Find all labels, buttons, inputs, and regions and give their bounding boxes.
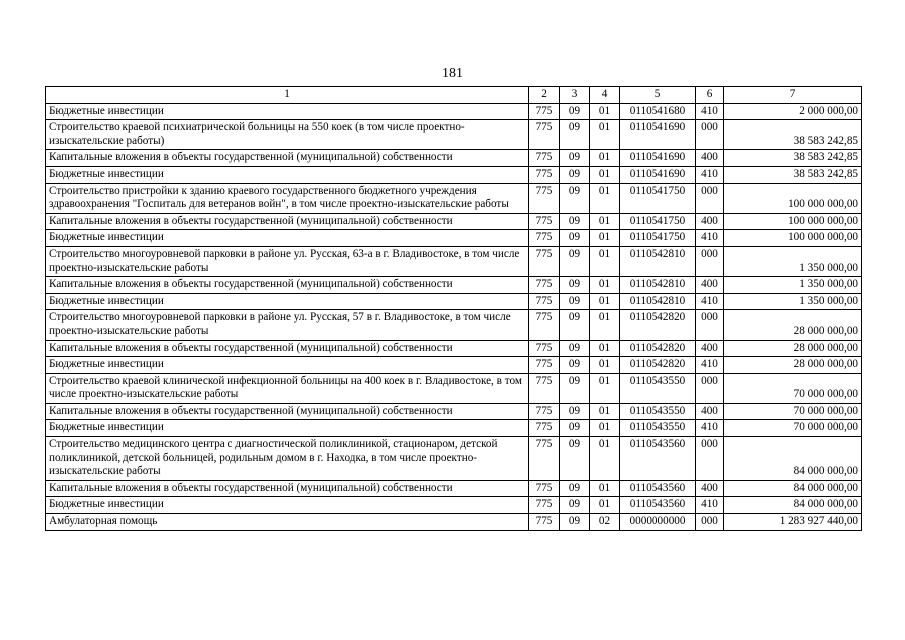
- row-expense-type-cell: 400: [696, 150, 724, 167]
- row-amount-cell: 38 583 242,85: [724, 150, 862, 167]
- table-row: [46, 373, 862, 403]
- row-amount-cell: 70 000 000,00: [724, 420, 862, 437]
- table-row: [46, 480, 862, 497]
- row-section-cell: 09: [560, 213, 590, 230]
- row-name-cell: Строительство краевой клинической инфекционной больницы на 400 коек в г. Владивостоке, в том числе проектно-изыскательские работы: [46, 373, 529, 403]
- row-subsection-cell: 01: [590, 166, 620, 183]
- row-subsection-cell: 01: [590, 310, 620, 340]
- row-section-cell: 09: [560, 480, 590, 497]
- row-amount-cell: 1 350 000,00: [724, 293, 862, 310]
- row-expense-type-cell: 400: [696, 277, 724, 294]
- table-row: [46, 183, 862, 213]
- budget-table: [45, 86, 862, 531]
- table-row: [46, 213, 862, 230]
- row-name-cell: Капитальные вложения в объекты государственной (муниципальной) собственности: [46, 403, 529, 420]
- row-expense-type-cell: 410: [696, 293, 724, 310]
- row-target-article-cell: 0110541690: [620, 150, 696, 167]
- row-amount-cell: 100 000 000,00: [724, 230, 862, 247]
- row-ministry-cell: 775: [529, 103, 560, 120]
- row-target-article-cell: 0110541690: [620, 120, 696, 150]
- table-row: [46, 403, 862, 420]
- row-expense-type-cell: 000: [696, 246, 724, 276]
- row-section-cell: 09: [560, 310, 590, 340]
- row-expense-type-cell: 000: [696, 514, 724, 531]
- row-target-article-cell: 0110543550: [620, 420, 696, 437]
- row-section-cell: 09: [560, 340, 590, 357]
- row-ministry-cell: 775: [529, 403, 560, 420]
- row-ministry-cell: 775: [529, 420, 560, 437]
- row-ministry-cell: 775: [529, 277, 560, 294]
- row-section-cell: 09: [560, 150, 590, 167]
- row-subsection-cell: 01: [590, 420, 620, 437]
- table-row: [46, 120, 862, 150]
- row-name-cell: Бюджетные инвестиции: [46, 420, 529, 437]
- row-expense-type-cell: 410: [696, 103, 724, 120]
- row-amount-cell: 28 000 000,00: [724, 310, 862, 340]
- row-name-cell: Капитальные вложения в объекты государственной (муниципальной) собственности: [46, 340, 529, 357]
- row-subsection-cell: 01: [590, 103, 620, 120]
- row-expense-type-cell: 000: [696, 373, 724, 403]
- row-section-cell: 09: [560, 277, 590, 294]
- table-row: [46, 230, 862, 247]
- row-amount-cell: 1 283 927 440,00: [724, 514, 862, 531]
- row-section-cell: 09: [560, 357, 590, 374]
- table-row: [46, 150, 862, 167]
- row-subsection-cell: 01: [590, 213, 620, 230]
- table-row: [46, 340, 862, 357]
- table-row: [46, 166, 862, 183]
- row-section-cell: 09: [560, 120, 590, 150]
- header-cell-amount: 7: [724, 87, 862, 104]
- row-target-article-cell: 0110541750: [620, 230, 696, 247]
- row-ministry-cell: 775: [529, 213, 560, 230]
- row-target-article-cell: 0110541680: [620, 103, 696, 120]
- row-amount-cell: 28 000 000,00: [724, 357, 862, 374]
- row-subsection-cell: 01: [590, 293, 620, 310]
- row-target-article-cell: 0110542820: [620, 310, 696, 340]
- row-amount-cell: 28 000 000,00: [724, 340, 862, 357]
- row-expense-type-cell: 400: [696, 213, 724, 230]
- row-subsection-cell: 01: [590, 373, 620, 403]
- row-section-cell: 09: [560, 183, 590, 213]
- row-expense-type-cell: 000: [696, 120, 724, 150]
- row-target-article-cell: 0110543560: [620, 437, 696, 481]
- row-name-cell: Бюджетные инвестиции: [46, 357, 529, 374]
- row-subsection-cell: 01: [590, 230, 620, 247]
- row-name-cell: Строительство пристройки к зданию краевого государственного бюджетного учреждения здравоохранения "Госпиталь для ветеранов войн", в том числе проектно-изыскательские работы: [46, 183, 529, 213]
- row-subsection-cell: 01: [590, 357, 620, 374]
- row-name-cell: Амбулаторная помощь: [46, 514, 529, 531]
- row-section-cell: 09: [560, 514, 590, 531]
- row-section-cell: 09: [560, 437, 590, 481]
- row-target-article-cell: 0110543560: [620, 497, 696, 514]
- row-name-cell: Бюджетные инвестиции: [46, 103, 529, 120]
- row-ministry-cell: 775: [529, 120, 560, 150]
- row-target-article-cell: 0110541750: [620, 183, 696, 213]
- row-ministry-cell: 775: [529, 373, 560, 403]
- row-section-cell: 09: [560, 373, 590, 403]
- table-row: [46, 310, 862, 340]
- row-expense-type-cell: 410: [696, 497, 724, 514]
- row-expense-type-cell: 400: [696, 340, 724, 357]
- row-subsection-cell: 01: [590, 150, 620, 167]
- row-ministry-cell: 775: [529, 230, 560, 247]
- row-target-article-cell: 0000000000: [620, 514, 696, 531]
- row-ministry-cell: 775: [529, 293, 560, 310]
- table-row: [46, 357, 862, 374]
- row-expense-type-cell: 000: [696, 437, 724, 481]
- row-target-article-cell: 0110543550: [620, 403, 696, 420]
- row-ministry-cell: 775: [529, 514, 560, 531]
- row-section-cell: 09: [560, 497, 590, 514]
- row-target-article-cell: 0110542810: [620, 246, 696, 276]
- row-name-cell: Капитальные вложения в объекты государственной (муниципальной) собственности: [46, 213, 529, 230]
- row-section-cell: 09: [560, 420, 590, 437]
- table-row: [46, 103, 862, 120]
- header-cell-expense-type: 6: [696, 87, 724, 104]
- row-ministry-cell: 775: [529, 480, 560, 497]
- row-ministry-cell: 775: [529, 246, 560, 276]
- row-section-cell: 09: [560, 166, 590, 183]
- row-subsection-cell: 01: [590, 340, 620, 357]
- row-target-article-cell: 0110542810: [620, 293, 696, 310]
- table-row: [46, 437, 862, 481]
- row-target-article-cell: 0110542810: [620, 277, 696, 294]
- row-expense-type-cell: 410: [696, 166, 724, 183]
- header-cell-name: 1: [46, 87, 529, 104]
- row-name-cell: Бюджетные инвестиции: [46, 230, 529, 247]
- row-ministry-cell: 775: [529, 310, 560, 340]
- row-ministry-cell: 775: [529, 150, 560, 167]
- row-name-cell: Строительство краевой психиатрической больницы на 550 коек (в том числе проектно-изыскательские работы): [46, 120, 529, 150]
- row-name-cell: Бюджетные инвестиции: [46, 293, 529, 310]
- table-header-row: [46, 87, 862, 104]
- row-section-cell: 09: [560, 230, 590, 247]
- row-name-cell: Бюджетные инвестиции: [46, 497, 529, 514]
- row-expense-type-cell: 410: [696, 230, 724, 247]
- row-subsection-cell: 01: [590, 497, 620, 514]
- row-amount-cell: 100 000 000,00: [724, 213, 862, 230]
- row-amount-cell: 1 350 000,00: [724, 277, 862, 294]
- row-section-cell: 09: [560, 246, 590, 276]
- row-amount-cell: 38 583 242,85: [724, 166, 862, 183]
- row-amount-cell: 1 350 000,00: [724, 246, 862, 276]
- row-name-cell: Строительство медицинского центра с диагностической поликлиникой, стационаром, детской поликлиникой, детской больницей, родильным домом в г. Находка, в том числе проектно-изыскательские работы: [46, 437, 529, 481]
- header-cell-ministry: 2: [529, 87, 560, 104]
- row-expense-type-cell: 000: [696, 310, 724, 340]
- table-row: [46, 497, 862, 514]
- table-row: [46, 420, 862, 437]
- table-row: [46, 246, 862, 276]
- row-target-article-cell: 0110542820: [620, 340, 696, 357]
- row-expense-type-cell: 400: [696, 403, 724, 420]
- row-expense-type-cell: 410: [696, 357, 724, 374]
- row-amount-cell: 70 000 000,00: [724, 373, 862, 403]
- table-row: [46, 293, 862, 310]
- page-number: 181: [442, 66, 463, 81]
- row-subsection-cell: 02: [590, 514, 620, 531]
- row-subsection-cell: 01: [590, 183, 620, 213]
- row-ministry-cell: 775: [529, 357, 560, 374]
- row-name-cell: Строительство многоуровневой парковки в районе ул. Русская, 57 в г. Владивостоке, в том числе проектно-изыскательские работы: [46, 310, 529, 340]
- row-target-article-cell: 0110541690: [620, 166, 696, 183]
- row-name-cell: Капитальные вложения в объекты государственной (муниципальной) собственности: [46, 277, 529, 294]
- row-section-cell: 09: [560, 103, 590, 120]
- row-amount-cell: 100 000 000,00: [724, 183, 862, 213]
- row-subsection-cell: 01: [590, 403, 620, 420]
- row-amount-cell: 84 000 000,00: [724, 480, 862, 497]
- row-expense-type-cell: 000: [696, 183, 724, 213]
- row-amount-cell: 70 000 000,00: [724, 403, 862, 420]
- row-ministry-cell: 775: [529, 437, 560, 481]
- row-section-cell: 09: [560, 403, 590, 420]
- table-row: [46, 514, 862, 531]
- row-target-article-cell: 0110542820: [620, 357, 696, 374]
- row-expense-type-cell: 410: [696, 420, 724, 437]
- table-row: [46, 277, 862, 294]
- row-subsection-cell: 01: [590, 277, 620, 294]
- row-target-article-cell: 0110541750: [620, 213, 696, 230]
- row-expense-type-cell: 400: [696, 480, 724, 497]
- row-subsection-cell: 01: [590, 120, 620, 150]
- row-name-cell: Бюджетные инвестиции: [46, 166, 529, 183]
- row-section-cell: 09: [560, 293, 590, 310]
- row-target-article-cell: 0110543560: [620, 480, 696, 497]
- row-amount-cell: 2 000 000,00: [724, 103, 862, 120]
- header-cell-section: 3: [560, 87, 590, 104]
- row-subsection-cell: 01: [590, 246, 620, 276]
- row-name-cell: Капитальные вложения в объекты государственной (муниципальной) собственности: [46, 480, 529, 497]
- row-ministry-cell: 775: [529, 183, 560, 213]
- header-cell-subsection: 4: [590, 87, 620, 104]
- row-name-cell: Строительство многоуровневой парковки в районе ул. Русская, 63-а в г. Владивостоке, в том числе проектно-изыскательские работы: [46, 246, 529, 276]
- row-amount-cell: 38 583 242,85: [724, 120, 862, 150]
- row-target-article-cell: 0110543550: [620, 373, 696, 403]
- row-ministry-cell: 775: [529, 166, 560, 183]
- row-subsection-cell: 01: [590, 437, 620, 481]
- row-ministry-cell: 775: [529, 497, 560, 514]
- row-name-cell: Капитальные вложения в объекты государственной (муниципальной) собственности: [46, 150, 529, 167]
- row-amount-cell: 84 000 000,00: [724, 437, 862, 481]
- row-ministry-cell: 775: [529, 340, 560, 357]
- row-subsection-cell: 01: [590, 480, 620, 497]
- row-amount-cell: 84 000 000,00: [724, 497, 862, 514]
- header-cell-target-article: 5: [620, 87, 696, 104]
